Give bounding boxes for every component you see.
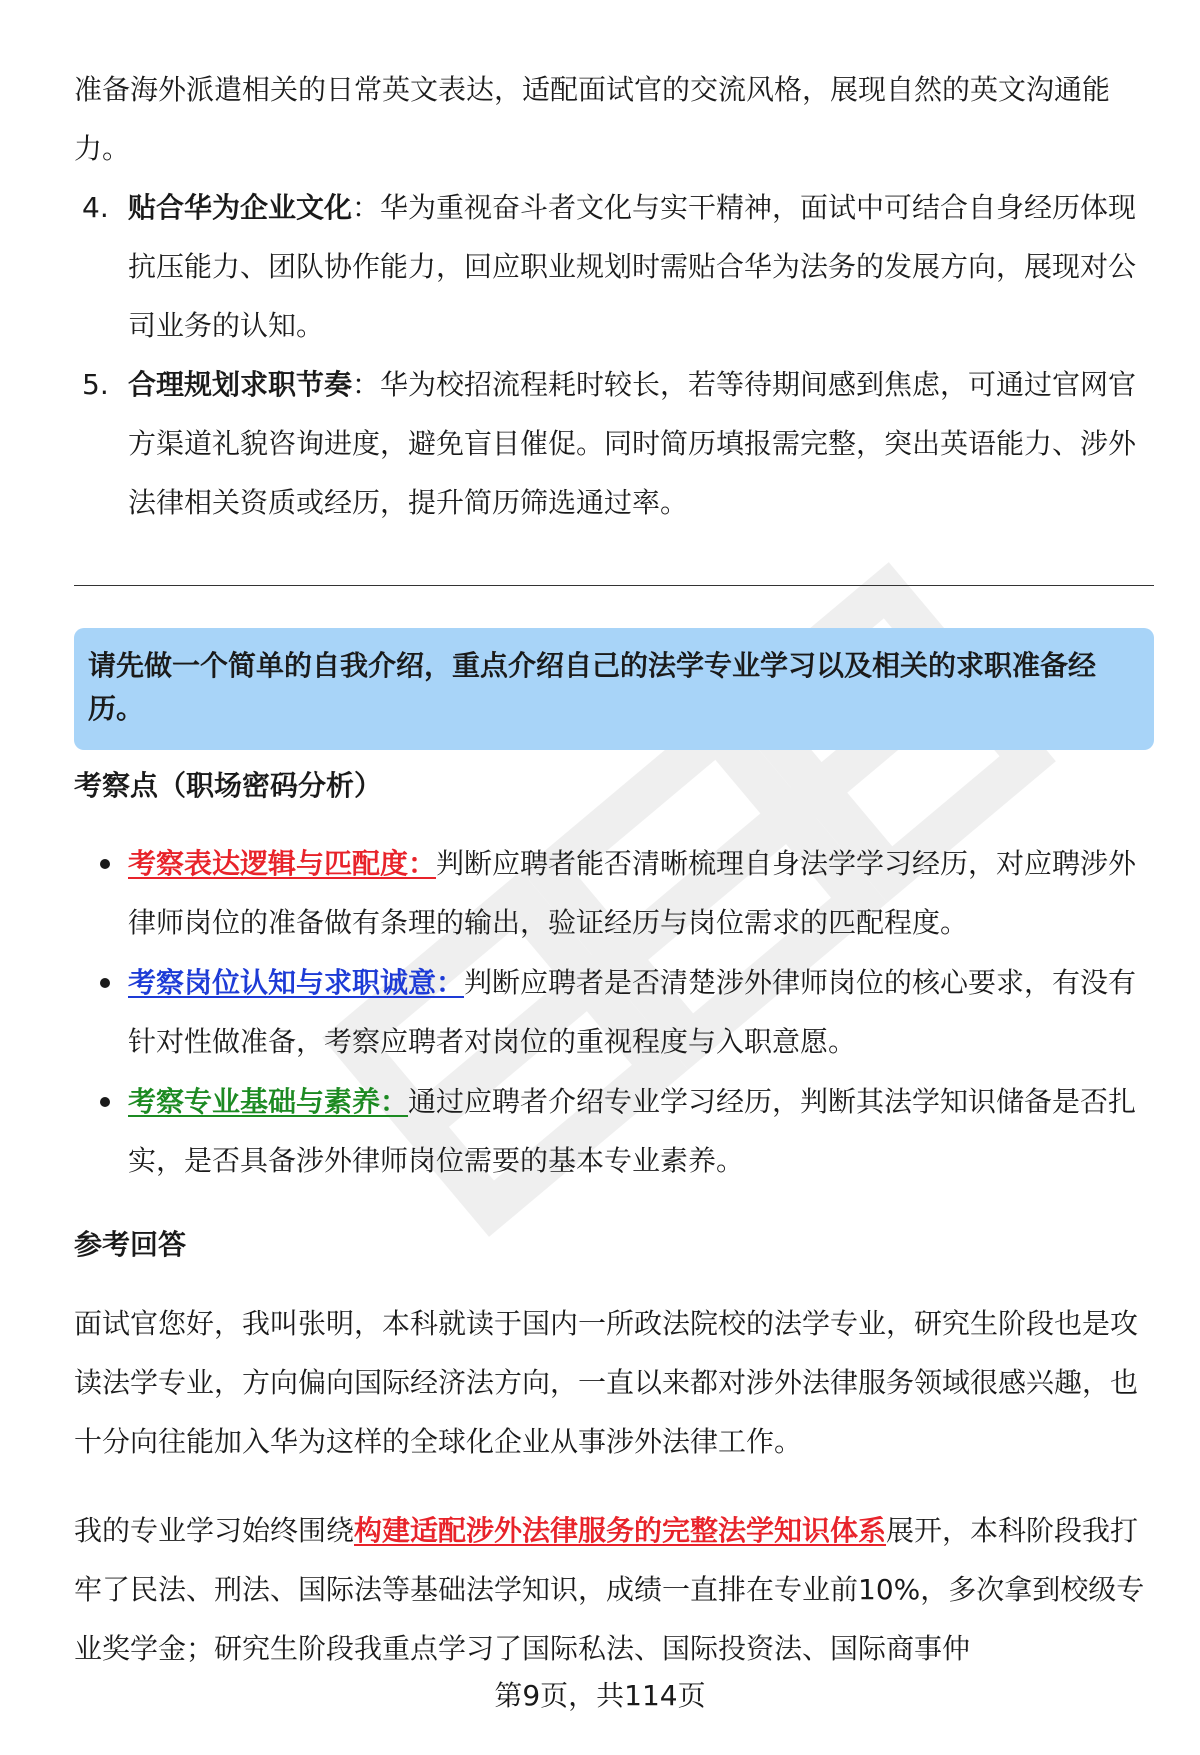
- assessment-text: 通过应聘者介绍专业学习经历，判断其法学知识储备是否扎实，是否具备涉外律师岗位需要的基本专业素养。: [128, 1085, 1137, 1177]
- list-item-title: 合理规划求职节奏: [128, 368, 353, 401]
- answer-paragraph-1: 面试官您好，我叫张明，本科就读于国内一所政法院校的法学专业，研究生阶段也是攻读法学专业，方向偏向国际经济法方向，一直以来都对涉外法律服务领域很感兴趣，也十分向往能加入华为这样的全球化企业从事涉外法律工作。: [74, 1307, 1139, 1458]
- assessment-heading: 考察点（职场密码分析）: [74, 769, 383, 802]
- assessment-label: 考察表达逻辑与匹配度：: [128, 847, 437, 880]
- answer-text-after: 展开，本科阶段我打牢了民法、刑法、国际法等基础法学知识，成绩一直排在专业前10%，多次拿到校级专业奖学金；研究生阶段我重点学习了国际私法、国际投资法、国际商事仲: [74, 1514, 1145, 1665]
- assessment-point-3: [74, 1072, 1154, 1190]
- answer-paragraph-2: [74, 1501, 1154, 1678]
- answer-text-before: 我的专业学习始终围绕: [74, 1514, 355, 1547]
- assessment-point-2: [74, 953, 1154, 1071]
- assessment-text: 判断应聘者是否清楚涉外律师岗位的核心要求，有没有针对性做准备，考察应聘者对岗位的重视程度与入职意愿。: [128, 966, 1137, 1058]
- continuation-paragraph: 准备海外派遣相关的日常英文表达，适配面试官的交流风格，展现自然的英文沟通能力。: [74, 73, 1111, 165]
- bullet-icon: [100, 1097, 110, 1107]
- list-item-text: ：华为重视奋斗者文化与实干精神，面试中可结合自身经历体现抗压能力、团队协作能力，回应职业规划时需贴合华为法务的发展方向，展现对公司业务的认知。: [128, 191, 1137, 342]
- page-footer: 第9页，共114页: [494, 1679, 706, 1712]
- assessment-label: 考察专业基础与素养：: [128, 1085, 409, 1118]
- list-number: 4.: [82, 191, 109, 224]
- list-item-4: [74, 178, 1154, 355]
- section-divider: [74, 585, 1154, 586]
- list-item-title: 贴合华为企业文化: [128, 191, 353, 224]
- assessment-label: 考察岗位认知与求职诚意：: [128, 966, 465, 999]
- assessment-point-1: [74, 834, 1154, 952]
- list-item-text: ：华为校招流程耗时较长，若等待期间感到焦虑，可通过官网官方渠道礼貌咨询进度，避免盲目催促。同时简历填报需完整，突出英语能力、涉外法律相关资质或经历，提升简历筛选通过率。: [128, 368, 1137, 519]
- assessment-text: 判断应聘者能否清晰梳理自身法学学习经历，对应聘涉外律师岗位的准备做有条理的输出，验证经历与岗位需求的匹配程度。: [128, 847, 1137, 939]
- answer-heading: 参考回答: [74, 1228, 187, 1261]
- list-number: 5.: [82, 368, 109, 401]
- question-box: 请先做一个简单的自我介绍，重点介绍自己的法学专业学习以及相关的求职准备经历。: [74, 628, 1154, 750]
- bullet-icon: [100, 859, 110, 869]
- list-item-5: [74, 355, 1154, 532]
- answer-highlight: 构建适配涉外法律服务的完整法学知识体系: [354, 1514, 887, 1547]
- bullet-icon: [100, 978, 110, 988]
